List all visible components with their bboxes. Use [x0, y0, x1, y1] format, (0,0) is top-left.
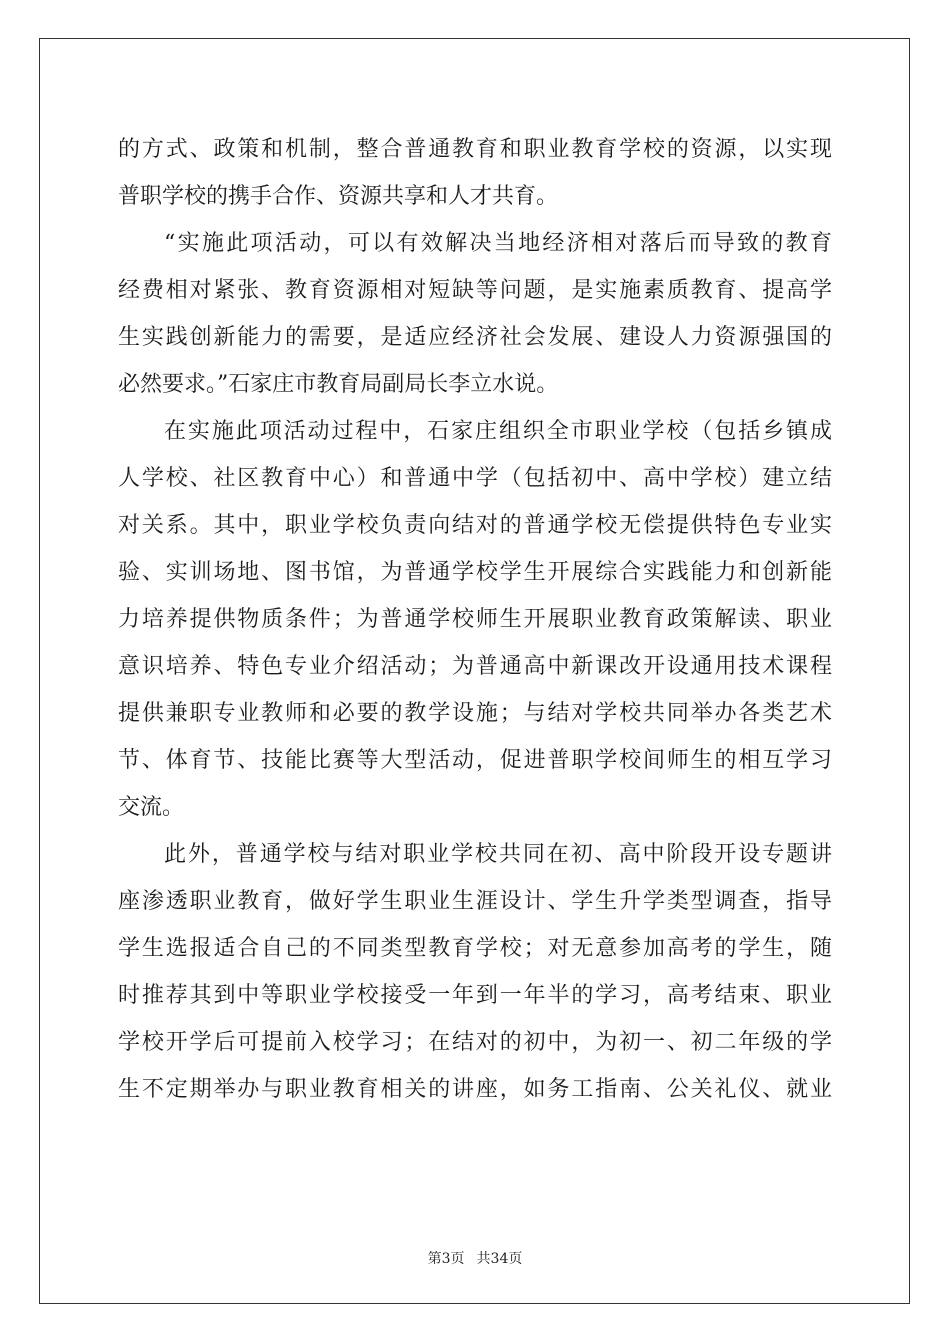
text-line: 时推荐其到中等职业学校接受一年到一年半的学习，高考结束、职业: [118, 983, 832, 1008]
text-line: 生不定期举办与职业教育相关的讲座，如务工指南、公关礼仪、就业: [118, 1077, 832, 1102]
text-line: “实施此项活动，可以有效解决当地经济相对落后而导致的教育: [164, 231, 832, 256]
text-line: 交流。: [118, 795, 185, 820]
text-line: 座渗透职业教育，做好学生职业生涯设计、学生升学类型调查，指导: [118, 889, 832, 914]
text-line: 验、实训场地、图书馆，为普通学校学生开展综合实践能力和创新能: [118, 560, 832, 585]
text-line: 必然要求。”石家庄市教育局副局长李立水说。: [118, 372, 559, 397]
text-line: 节、体育节、技能比赛等大型活动，促进普职学校间师生的相互学习: [118, 748, 832, 773]
text-line: 生实践创新能力的需要，是适应经济社会发展、建设人力资源强国的: [118, 325, 832, 350]
text-line: 的方式、政策和机制，整合普通教育和职业教育学校的资源，以实现: [118, 137, 832, 162]
paragraph: [118, 220, 832, 408]
text-line: 学校开学后可提前入校学习；在结对的初中，为初一、初二年级的学: [118, 1030, 832, 1055]
text-line: 意识培养、特色专业介绍活动；为普通高中新课改开设通用技术课程: [118, 654, 832, 679]
text-line: 普职学校的携手合作、资源共享和人才共育。: [118, 184, 559, 209]
text-line: 学生选报适合自己的不同类型教育学校；对无意参加高考的学生，随: [118, 936, 832, 961]
paragraph: [118, 126, 832, 220]
paragraph: [118, 408, 832, 831]
text-line: 此外，普通学校与结对职业学校共同在初、高中阶段开设专题讲: [164, 842, 832, 867]
text-line: 提供兼职专业教师和必要的教学设施；与结对学校共同举办各类艺术: [118, 701, 832, 726]
paragraph: [118, 831, 832, 1113]
document-body: [118, 126, 832, 1113]
page-total: 共34页: [476, 1251, 523, 1267]
text-line: 经费相对紧张、教育资源相对短缺等问题，是实施素质教育、提高学: [118, 278, 832, 303]
text-line: 在实施此项活动过程中，石家庄组织全市职业学校（包括乡镇成: [164, 419, 832, 444]
text-line: 对关系。其中，职业学校负责向结对的普通学校无偿提供特色专业实: [118, 513, 832, 538]
text-line: 力培养提供物质条件；为普通学校师生开展职业教育政策解读、职业: [118, 607, 832, 632]
text-line: 人学校、社区教育中心）和普通中学（包括初中、高中学校）建立结: [118, 466, 832, 491]
page-footer: [0, 1248, 950, 1268]
page-number: 第3页: [427, 1251, 465, 1267]
